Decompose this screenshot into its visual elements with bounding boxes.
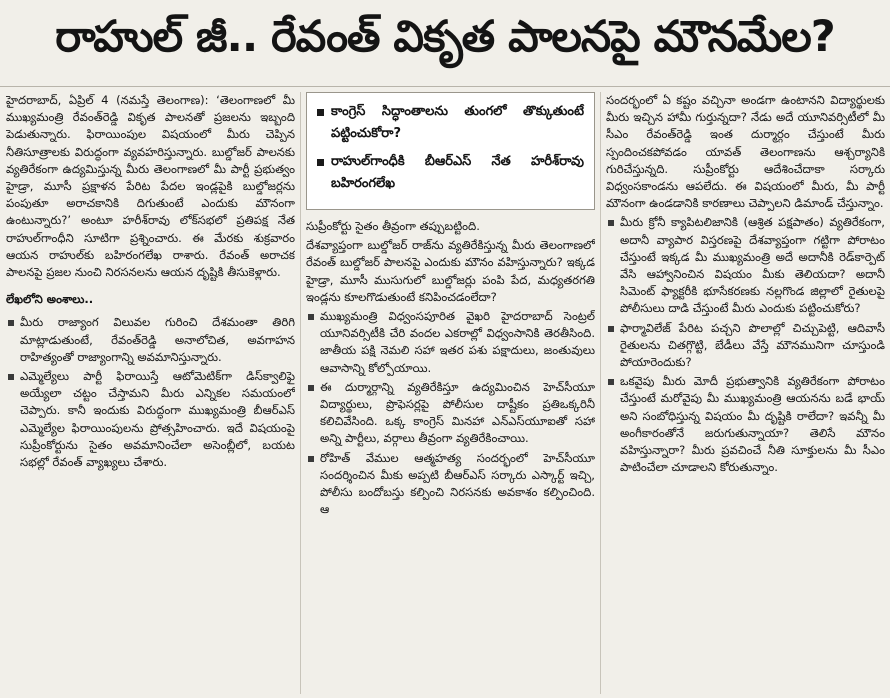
headline-divider: [0, 86, 890, 87]
list-item: మీరు క్రోనీ క్యాపిటలిజానికి (ఆశ్రిత పక్షపాతం) వ్యతిరేకంగా, అదానీ వ్యాపార విస్తరణపై దేశవ్యాప్తంగా గట్టిగా పోరాటం చేస్తుంటే ఇక్కడ మీ ముఖ్యమంత్రి అదే అదానీకి రెడ్‌కార్పెట్ వేసి ఆహ్వానించిన విషయం మీకు తెలియదా? అదానీ సిమెంట్ ఫ్యాక్టరీకి భూసేకరణకు నల్లగొండ జిల్లాలో రైతులపై పోలీసులు దాడి చేస్తుంటే మీరు ఎందుకు పట్టించుకోరు?: [606, 214, 885, 317]
article-column-2: [306, 92, 595, 694]
article-column-1: [6, 92, 295, 694]
article-intro: హైదరాబాద్, ఏప్రిల్ 4 (నమస్తే తెలంగాణ): ‘తెలంగాణలో మీ ముఖ్యమంత్రి రేవంత్‌రెడ్డి వికృత పాలనతో ప్రజలను ఇబ్బంది పెడుతున్నారు. ఫిరాయింపుల విషయంలో మీరు చెప్పిన నీతిసూత్రాలకు విరుద్ధంగా వ్యవహరిస్తున్నారు. బుల్డోజర్ పాలనకు వ్యతిరేకంగా ఉద్యమిస్తున్న మీరు తెలంగాణలో మీ పార్టీ ప్రభుత్వం హైడ్రా, మూసీ ప్రక్షాళన పేరిట పేదల ఇండ్లపైకి బుల్డోజర్లను పంపుతూ అరాచకానికి దిగుతుంటే ఎందుకు మౌనంగా ఉంటున్నారు?’ అంటూ హరీశ్‌రావు లోక్‌సభలో ప్రతిపక్ష నేత రాహుల్‌గాంధీని సూటిగా ప్రశ్నించారు. ఈ మేరకు శుక్రవారం ఆయన రాహుల్‌కు బహిరంగలేఖ రాశారు. రేవంత్ అరాచక పాలనపై ప్రజల నుంచి నిరసనలను ఆయన దృష్టికి తీసుకెళ్లారు.: [6, 93, 295, 280]
column-divider: [300, 92, 301, 694]
letter-points-subhead: లేఖలోని అంశాలు..: [6, 292, 94, 307]
list-item: రోహిత్ వేముల ఆత్మహత్య సందర్భంలో హెచ్‌సీయూ సందర్శించిన మీకు అప్పటి బీఆర్‌ఎస్ సర్కారు ఎస్కార్ట్ ఇచ్చి, పోలీసు బందోబస్తు కల్పించి నిరసనకు అవకాశం కల్పించింది. ఆ: [306, 450, 595, 519]
list-item: ఎమ్మెల్యేలు పార్టీ ఫిరాయిస్తే ఆటోమెటిక్‌గా డిస్‌క్వాలిఫై అయ్యేలా చట్టం చేస్తామని మీరు ఎన్నికల సమయంలో చెప్పారు. కానీ ఇందుకు విరుద్ధంగా ముఖ్యమంత్రి బీఆర్‌ఎస్ ఎమ్మెల్యేల ఫిరాయింపులను ప్రోత్సహించారు. ఇదే విషయంపై సుప్రీంకోర్టును సైతం అవమానించేలా అసెంబ్లీలో, బయట సభల్లో రేవంత్ వ్యాఖ్యలు చేశారు.: [6, 368, 295, 471]
list-item: ఒకవైపు మీరు మోదీ ప్రభుత్వానికి వ్యతిరేకంగా పోరాటం చేస్తుంటే మరోవైపు మీ ముఖ్యమంత్రి ఆయనను బడే భాయ్ అని సంబోధిస్తున్న విషయం మీ దృష్టికి రాలేదా? ఇవన్నీ మీ అంగీకారంతోనే జరుగుతున్నాయా? తెలిసే మౌనం వహిస్తున్నారా? మీరు ప్రవచించే నీతి సూక్తులను మీ సీఎం పాటించేలా చూడాలని కోరుతున్నాం.: [606, 373, 885, 476]
highlight-box: [306, 92, 595, 210]
highlight-point: రాహుల్‌గాంధీకి బీఆర్‌ఎస్ నేత హరీశ్‌రావు బహిరంగలేఖ: [315, 151, 584, 195]
paragraph: సుప్రీంకోర్టు సైతం తీవ్రంగా తప్పుబట్టింది.: [306, 219, 480, 233]
highlight-point: కాంగ్రెస్ సిద్ధాంతాలను తుంగలో తొక్కుతుంటే పట్టించుకోరా?: [315, 101, 584, 145]
paragraph: దేశవ్యాప్తంగా బుల్డోజర్ రాజ్‌ను వ్యతిరేకిస్తున్న మీరు తెలంగాణలో రేవంత్ బుల్డోజర్ పాలనపై ఎందుకు మౌనం వహిస్తున్నారు? ఇక్కడ హైడ్రా, మూసీ ముసుగులో బుల్డోజర్లు పంపి పేద, మధ్యతరగతి ఇండ్లను కూలగొడుతుంటే కనిపించడంలేదా?: [306, 238, 595, 304]
list-item: ఫార్మావిలేజ్ పేరిట పచ్చని పొలాల్లో చిచ్చుపెట్టి, ఆదివాసీ రైతులను చితగ్గొట్టి, బేడీలు వేస్తే మౌనమునిగా చూస్తుండి పోయారెందుకు?: [606, 320, 885, 372]
paragraph: సందర్భంలో ఏ కష్టం వచ్చినా అండగా ఉంటానని విద్యార్థులకు మీరు ఇచ్చిన హామీ గుర్తున్నదా? నేడు అదే యూనివర్సిటీలో మీ సీఎం రేవంత్‌రెడ్డి ఇంత దుర్మార్గం చేస్తుంటే మీరు స్పందించకపోవడం యావత్ తెలంగాణను ఆశ్చర్యానికి గురిచేస్తున్నది. సుప్రీంకోర్టు ఆదేశించేదాకా సర్కారు విధ్వంసకాండను ఆపలేదు. ఈ విషయంలో మీరు, మీ పార్టీ మౌనంగా ఉండడానికి కారణాలు చెప్పాలని డిమాండ్ చేస్తున్నాం.: [606, 93, 885, 211]
list-item: ముఖ్యమంత్రి విధ్వంసపూరిత వైఖరి హైదరాబాద్ సెంట్రల్ యూనివర్సిటీకి చేరి వందల ఎకరాల్లో విధ్వంసానికి తెరతీసింది. జాతీయ పక్షి నెమలి సహా ఇతర పశు పక్షాదులు, జంతువులు ఆవాసాన్ని కోల్పోయాయి.: [306, 308, 595, 377]
list-item: ఈ దుర్మార్గాన్ని వ్యతిరేకిస్తూ ఉద్యమించిన హెచ్‌సీయూ విద్యార్థులు, ప్రొఫెసర్లపై పోలీసుల దాష్టీకం ప్రతిఒక్కరినీ కలిచివేసింది. ఒక్క కాంగ్రెస్ మినహా ఎన్‌ఎస్‌యూఐతో సహా అన్ని పార్టీలు, వర్గాలు తీవ్రంగా వ్యతిరేకించాయి.: [306, 379, 595, 448]
list-item: మీరు రాజ్యాంగ విలువల గురించి దేశమంతా తిరిగి మాట్లాడుతుంటే, రేవంత్‌రెడ్డి అనాలోచిత, అవగాహన రాహిత్యంతో రాజ్యాంగాన్ని అవమానిస్తున్నారు.: [6, 314, 295, 366]
column-divider: [600, 92, 601, 694]
article-column-3: [606, 92, 885, 694]
article-headline: రాహుల్ జీ.. రేవంత్ వికృత పాలనపై మౌనమేల?: [55, 12, 835, 62]
